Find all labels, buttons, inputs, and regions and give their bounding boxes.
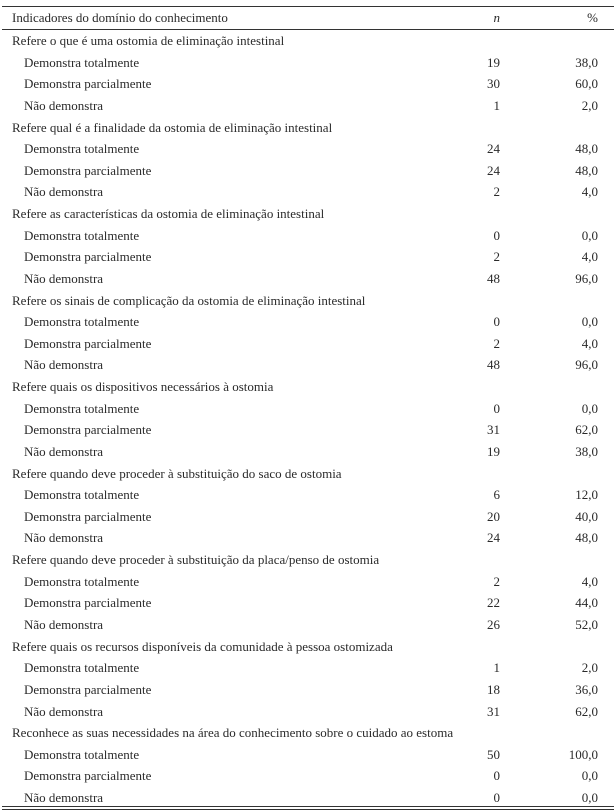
row-n: 50 xyxy=(487,746,500,762)
row-label: Não demonstra xyxy=(24,184,104,200)
table-row xyxy=(0,333,616,355)
table-row xyxy=(0,268,616,290)
row-pct: 62,0 xyxy=(575,422,598,438)
row-label: Demonstra totalmente xyxy=(24,314,140,330)
row-pct: 38,0 xyxy=(575,54,598,70)
table-row xyxy=(0,506,616,528)
group-title: Refere o que é uma ostomia de eliminação intestinal xyxy=(12,33,285,48)
table-header xyxy=(0,7,616,29)
group-title-row xyxy=(0,549,616,571)
row-n: 0 xyxy=(493,400,500,416)
table-row xyxy=(0,571,616,593)
table-row xyxy=(0,354,616,376)
table-row xyxy=(0,95,616,117)
header-pct: % xyxy=(587,10,598,25)
group-title-row xyxy=(0,290,616,312)
row-n: 0 xyxy=(493,227,500,243)
row-n: 20 xyxy=(487,508,500,524)
row-label: Não demonstra xyxy=(24,790,104,806)
group-title: Refere quais os dispositivos necessários à ostomia xyxy=(12,379,274,395)
row-label: Demonstra parcialmente xyxy=(24,595,152,611)
row-pct: 52,0 xyxy=(575,617,598,632)
row-label: Demonstra totalmente xyxy=(24,227,140,243)
row-label: Demonstra totalmente xyxy=(24,54,140,70)
row-n: 0 xyxy=(493,768,500,784)
row-n: 2 xyxy=(493,249,500,265)
header-n: n xyxy=(493,10,500,25)
row-n: 6 xyxy=(493,487,500,503)
row-pct: 0,0 xyxy=(581,314,598,330)
row-label: Demonstra totalmente xyxy=(24,400,140,416)
row-n: 2 xyxy=(493,184,500,200)
group-title-row xyxy=(0,722,616,744)
table-row xyxy=(0,614,616,636)
table-row xyxy=(0,398,616,420)
row-label: Não demonstra xyxy=(24,703,104,719)
row-pct: 2,0 xyxy=(581,660,598,676)
row-n: 2 xyxy=(493,573,500,589)
group-title-row xyxy=(0,463,616,485)
row-pct: 4,0 xyxy=(581,573,598,589)
row-pct: 36,0 xyxy=(575,681,598,697)
row-n: 31 xyxy=(487,703,500,719)
table-row xyxy=(0,592,616,614)
row-label: Demonstra totalmente xyxy=(24,660,140,676)
group-title: Refere qual é a finalidade da ostomia de eliminação intestinal xyxy=(12,119,333,135)
row-pct: 48,0 xyxy=(575,141,598,157)
row-pct: 60,0 xyxy=(575,76,598,92)
row-label: Não demonstra xyxy=(24,97,104,113)
row-pct: 0,0 xyxy=(581,768,598,784)
table-row xyxy=(0,679,616,701)
row-label: Demonstra parcialmente xyxy=(24,681,152,697)
row-n: 22 xyxy=(487,595,500,611)
row-label: Demonstra totalmente xyxy=(24,746,140,762)
header-indicator: Indicadores do domínio do conhecimento xyxy=(12,10,228,25)
table-bottom-rule xyxy=(2,806,614,807)
table-row xyxy=(0,657,616,679)
group-title-row xyxy=(0,117,616,139)
row-n: 0 xyxy=(493,314,500,330)
table-row xyxy=(0,73,616,95)
row-n: 48 xyxy=(487,357,500,373)
row-pct: 2,0 xyxy=(581,97,598,113)
row-label: Demonstra parcialmente xyxy=(24,249,152,265)
group-title: Reconhece as suas necessidades na área do conhecimento sobre o cuidado ao estoma xyxy=(12,725,454,741)
group-title: Refere quando deve proceder à substituição da placa/penso de ostomia xyxy=(12,552,380,568)
row-n: 0 xyxy=(493,790,500,806)
group-title: Refere quais os recursos disponíveis da comunidade à pessoa ostomizada xyxy=(12,638,393,654)
table-row xyxy=(0,160,616,182)
table-row xyxy=(0,484,616,506)
row-n: 2 xyxy=(493,335,500,351)
table-row xyxy=(0,138,616,160)
row-label: Demonstra parcialmente xyxy=(24,508,152,524)
row-pct: 4,0 xyxy=(581,184,598,200)
table-row xyxy=(0,765,616,787)
row-n: 24 xyxy=(487,162,500,178)
group-title: Refere quando deve proceder à substituição do saco de ostomia xyxy=(12,465,342,481)
row-pct: 38,0 xyxy=(575,443,598,459)
row-n: 19 xyxy=(487,443,500,459)
row-label: Não demonstra xyxy=(24,530,104,546)
table-row xyxy=(0,527,616,549)
table-row xyxy=(0,52,616,74)
row-pct: 48,0 xyxy=(575,162,598,178)
group-title-row xyxy=(0,203,616,225)
row-label: Não demonstra xyxy=(24,443,104,459)
row-pct: 100,0 xyxy=(568,746,598,762)
row-label: Não demonstra xyxy=(24,357,104,373)
row-label: Demonstra totalmente xyxy=(24,487,140,503)
table-row xyxy=(0,744,616,766)
row-pct: 40,0 xyxy=(575,508,598,524)
group-title-row xyxy=(0,30,616,52)
table-row xyxy=(0,181,616,203)
row-label: Demonstra parcialmente xyxy=(24,768,152,784)
group-title: Refere as características da ostomia de eliminação intestinal xyxy=(12,206,325,222)
row-n: 1 xyxy=(493,660,500,676)
row-n: 24 xyxy=(487,530,500,546)
row-n: 48 xyxy=(487,270,500,286)
row-label: Não demonstra xyxy=(24,270,104,286)
row-pct: 0,0 xyxy=(581,227,598,243)
row-pct: 96,0 xyxy=(575,270,598,286)
row-label: Demonstra totalmente xyxy=(24,141,140,157)
row-n: 31 xyxy=(487,422,500,438)
row-pct: 62,0 xyxy=(575,703,598,719)
group-title-row xyxy=(0,376,616,398)
row-pct: 4,0 xyxy=(581,335,598,351)
row-n: 18 xyxy=(487,681,500,697)
row-pct: 44,0 xyxy=(575,595,598,611)
row-pct: 12,0 xyxy=(575,487,598,503)
row-label: Demonstra totalmente xyxy=(24,573,140,589)
row-n: 26 xyxy=(487,617,500,632)
row-label: Demonstra parcialmente xyxy=(24,422,152,438)
row-label: Demonstra parcialmente xyxy=(24,76,152,92)
row-label: Não demonstra xyxy=(24,617,104,632)
group-title: Refere os sinais de complicação da ostomia de eliminação intestinal xyxy=(12,292,366,308)
group-title-row xyxy=(0,636,616,658)
table-row xyxy=(0,311,616,333)
table-bottom-rule-2 xyxy=(2,809,614,810)
row-n: 1 xyxy=(493,97,500,113)
row-n: 19 xyxy=(487,54,500,70)
table-row xyxy=(0,225,616,247)
table-row xyxy=(0,246,616,268)
row-n: 24 xyxy=(487,141,500,157)
table-row xyxy=(0,441,616,463)
row-n: 30 xyxy=(487,76,500,92)
row-label: Demonstra parcialmente xyxy=(24,162,152,178)
row-pct: 0,0 xyxy=(581,400,598,416)
row-pct: 0,0 xyxy=(581,790,598,806)
table-row xyxy=(0,701,616,723)
row-pct: 4,0 xyxy=(581,249,598,265)
table-row xyxy=(0,419,616,441)
row-pct: 96,0 xyxy=(575,357,598,373)
row-pct: 48,0 xyxy=(575,530,598,546)
row-label: Demonstra parcialmente xyxy=(24,335,152,351)
